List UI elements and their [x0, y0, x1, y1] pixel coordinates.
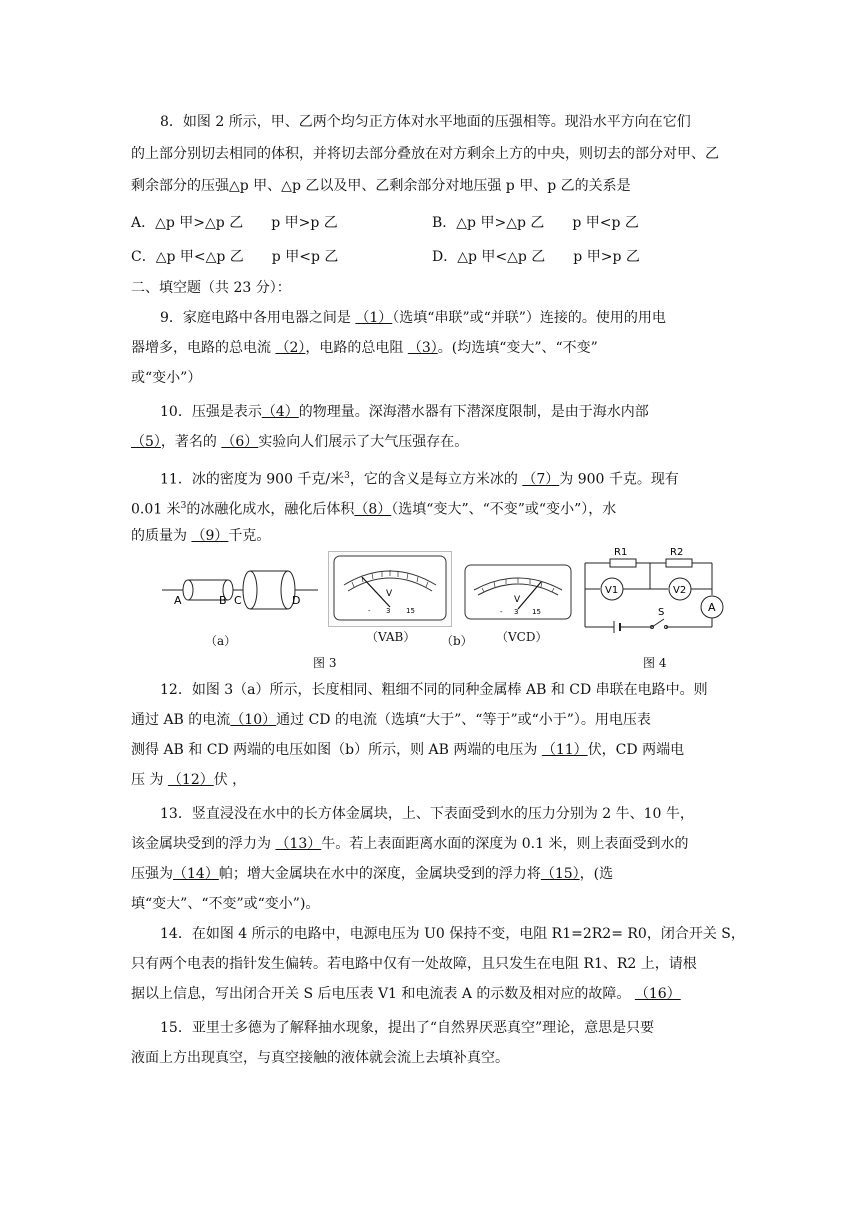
- q12-line4: 压 为 （12）伏 ，: [131, 772, 247, 788]
- label-c: C: [234, 594, 242, 607]
- q14-line3: 据以上信息，写出闭合开关 S 后电压表 V1 和电流表 A 的示数及相对应的故障。 （16）: [131, 986, 681, 1002]
- svg-text:-: -: [500, 608, 503, 616]
- blank-4: （4）: [261, 404, 299, 420]
- switch-label: S: [658, 607, 665, 618]
- v2-label: V2: [673, 585, 687, 596]
- q13-line3: 压强为（14）帕；增大金属块在水中的深度，金属块受到的浮力将（15），(选: [131, 866, 614, 882]
- q14-line2: 只有两个电表的指针发生偏转。若电路中仅有一处故障，且只发生在电阻 R1、R2 上，请根: [131, 956, 697, 972]
- blank-12: （12）: [167, 772, 214, 788]
- q8-line3: 剩余部分的压强△p 甲、△p 乙以及甲、乙剩余部分对地压强 p 甲、p 乙的关系是: [131, 178, 631, 194]
- q15-line1: 15．亚里士多德为了解释抽水现象，提出了“自然界厌恶真空”理论，意思是只要: [160, 1020, 655, 1036]
- q12-line1: 12．如图 3（a）所示，长度相同、粗细不同的同种金属棒 AB 和 CD 串联在电路中。则: [160, 682, 708, 698]
- q8-line2: 的上部分别切去相同的体积，并将切去部分叠放在对方剩余上方的中央，则切去的部分对甲、乙: [131, 146, 719, 162]
- label-b: B: [219, 594, 227, 607]
- q11-line2: 0.01 米$^3$的冰融化成水，融化后体积（8）（选填“变大”、“不变”或“变小”），水: [131, 501, 617, 518]
- voltmeter-ab: [328, 551, 452, 627]
- svg-text:15: 15: [406, 607, 415, 615]
- fig3a-caption: （a）: [205, 634, 237, 648]
- cap-vab: （VAB）: [366, 630, 416, 644]
- cap-vcd: （VCD）: [496, 630, 548, 644]
- blank-7: （7）: [522, 471, 560, 488]
- q8-option-a: A．△p 甲>△p 乙 p 甲>p 乙: [131, 215, 338, 231]
- blank-13: （13）: [275, 836, 322, 852]
- q9-line1: 9．家庭电路中各用电器之间是 （1）（选填“串联”或“并联”）连接的。使用的用电: [160, 310, 666, 326]
- fig3b-caption: （b）: [441, 634, 473, 648]
- figure-4-circuit: [580, 543, 730, 635]
- fig3-title: 图 3: [313, 656, 337, 670]
- q10-line2: （5），著名的 （6）实验向人们展示了大气压强存在。: [131, 434, 469, 450]
- q11-line3: 的质量为 （9）千克。: [131, 528, 271, 544]
- voltmeter-cd: [462, 562, 574, 624]
- blank-15: （15）: [540, 866, 580, 882]
- v1-label: V1: [605, 585, 619, 596]
- blank-11: （11）: [541, 742, 588, 758]
- q11-line1: 11．冰的密度为 900 千克/米$^3$，它的含义是每立方米冰的 （7）为 900 千克。现有: [160, 471, 679, 488]
- blank-2: （2）: [275, 340, 306, 356]
- q12-line3: 测得 AB 和 CD 两端的电压如图（b）所示，则 AB 两端的电压为 （11）伏，CD 两端电: [131, 742, 685, 758]
- q9-line3: 或“变小”）: [131, 370, 202, 386]
- ammeter-label: A: [708, 601, 716, 614]
- q8-option-c: C．△p 甲<△p 乙 p 甲<p 乙: [131, 249, 339, 265]
- blank-14: （14）: [173, 866, 219, 882]
- svg-text:-: -: [368, 607, 371, 615]
- blank-9: （9）: [191, 528, 229, 544]
- blank-10: （10）: [230, 712, 277, 728]
- svg-text:15: 15: [532, 608, 541, 616]
- label-d: D: [292, 594, 301, 607]
- svg-text:3: 3: [514, 608, 519, 616]
- q13-line1: 13．竖直浸没在水中的长方体金属块，上、下表面受到水的压力分别为 2 牛、10 牛，: [160, 806, 694, 822]
- blank-1: （1）: [355, 310, 393, 326]
- q13-line2: 该金属块受到的浮力为 （13）牛。若上表面距离水面的深度为 0.1 米，则上表面受到水的: [131, 836, 689, 852]
- q15-line2: 液面上方出现真空，与真空接触的液体就会流上去填补真空。: [131, 1050, 509, 1066]
- r2-label: R2: [670, 547, 684, 558]
- q8-option-d: D．△p 甲<△p 乙 p 甲>p 乙: [432, 249, 640, 265]
- fig4-title: 图 4: [643, 656, 667, 670]
- q8-option-b: B．△p 甲>△p 乙 p 甲<p 乙: [432, 215, 639, 231]
- blank-5: （5）: [131, 434, 161, 450]
- r1-label: R1: [614, 547, 628, 558]
- blank-3: （3）: [407, 340, 438, 356]
- voltmeter-cd-letter: V: [514, 595, 521, 605]
- q10-line1: 10．压强是表示（4）的物理量。深海潜水器有下潜深度限制，是由于海水内部: [160, 404, 649, 420]
- q9-line2: 器增多，电路的总电流 （2），电路的总电阻 （3）。(均选填“变大”、“不变”: [131, 340, 598, 356]
- section-heading: 二、填空题（共 23 分）：: [131, 280, 291, 296]
- blank-6: （6）: [221, 434, 259, 450]
- q12-line2: 通过 AB 的电流（10）通过 CD 的电流（选填“大于”、“等于”或“小于”）。用电压表: [131, 712, 651, 728]
- blank-8: （8）: [354, 501, 392, 518]
- figure-3a-rods: [160, 566, 320, 616]
- label-a: A: [174, 594, 182, 607]
- q13-line4: 填“变大”、“不变”或“变小”)。: [131, 896, 320, 912]
- q14-line1: 14．在如图 4 所示的电路中，电源电压为 U0 保持不变，电阻 R1=2R2= R0，闭合开关 S，: [160, 926, 745, 942]
- blank-16: （16）: [634, 986, 681, 1002]
- voltmeter-ab-letter: V: [386, 589, 393, 599]
- svg-text:3: 3: [386, 607, 391, 615]
- q8-line1: 8．如图 2 所示，甲、乙两个均匀正方体对水平地面的压强相等。现沿水平方向在它们: [160, 114, 691, 130]
